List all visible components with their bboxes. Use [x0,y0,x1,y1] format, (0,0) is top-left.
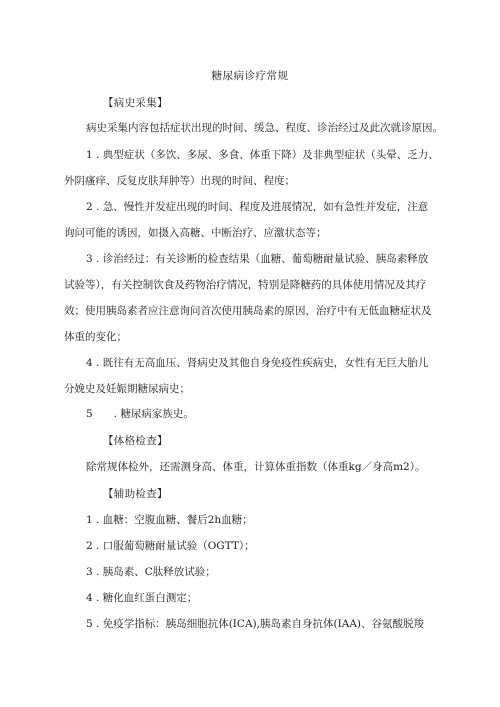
list-item-1-line-2: 外阴瘙痒、反复皮肤拜肿等）出现的时间、程度； [64,175,295,187]
section-heading-exam: 【体格检查】 [103,435,168,447]
list-item-1-line-1: 1 . 典型症状（多饮、多尿、多食、体重下降）及非典型症状（头晕、乏力、 [86,149,439,161]
list-item-3-line-4: 体重的变化； [64,331,127,343]
list-item-3-line-3: 效；使用胰岛素者应注意询问首次使用胰岛素的原因，治疗中有无低血糖症状及 [64,305,432,317]
list-item-2-line-1: 2 . 急、慢性并发症出现的时间、程度及进展情况，如有急性并发症，注意 [86,201,429,213]
list-item-4-line-1: 4 . 既往有无高血压、肾病史及其他自身免疫性疾病史，女性有无巨大胎儿 [86,357,429,369]
section-heading-aux: 【辅助检查】 [103,488,168,500]
list-item-5: 5 . 糖尿病家族史。 [86,408,194,420]
aux-item-1: 1 . 血糖：空腹血糖、餐后2h血糖； [86,514,253,526]
list-item-3-line-1: 3 . 诊治经过：有关诊断的检查结果（血糖、葡萄糖耐量试验、胰岛素释放 [86,253,429,265]
list-item-3-line-2: 试验等），有关控制饮食及药物治疗情况，特别是降糖药的具体使用情况及其疗 [64,279,427,291]
list-item-4-line-2: 分娩史及妊娠期糖尿病史； [64,383,190,395]
document-title: 糖尿病诊疗常规 [211,70,289,82]
aux-item-5: 5 . 免疫学指标：胰岛细胞抗体(ICA),胰岛素自身抗体(IAA)、谷氨酸脱羧 [86,618,424,630]
aux-item-2: 2 . 口服葡萄糖耐量试验（OGTT）； [86,540,255,552]
paragraph-exam: 除常规体检外，还需测身高、体重，计算体重指数（体重kg／身高m2）。 [86,461,426,473]
section-heading-history: 【病史采集】 [103,97,168,109]
aux-item-3: 3 . 胰岛素、C肽释放试验； [86,566,216,578]
aux-item-4: 4 . 糖化血红蛋白测定； [86,592,198,604]
list-item-2-line-2: 询问可能的诱因，如摄入高糖、中断治疗、应激状态等； [64,227,327,239]
paragraph-intro: 病史采集内容包括症状出现的时间、缓急、程度、诊治经过及此次就诊原因。 [86,122,443,134]
